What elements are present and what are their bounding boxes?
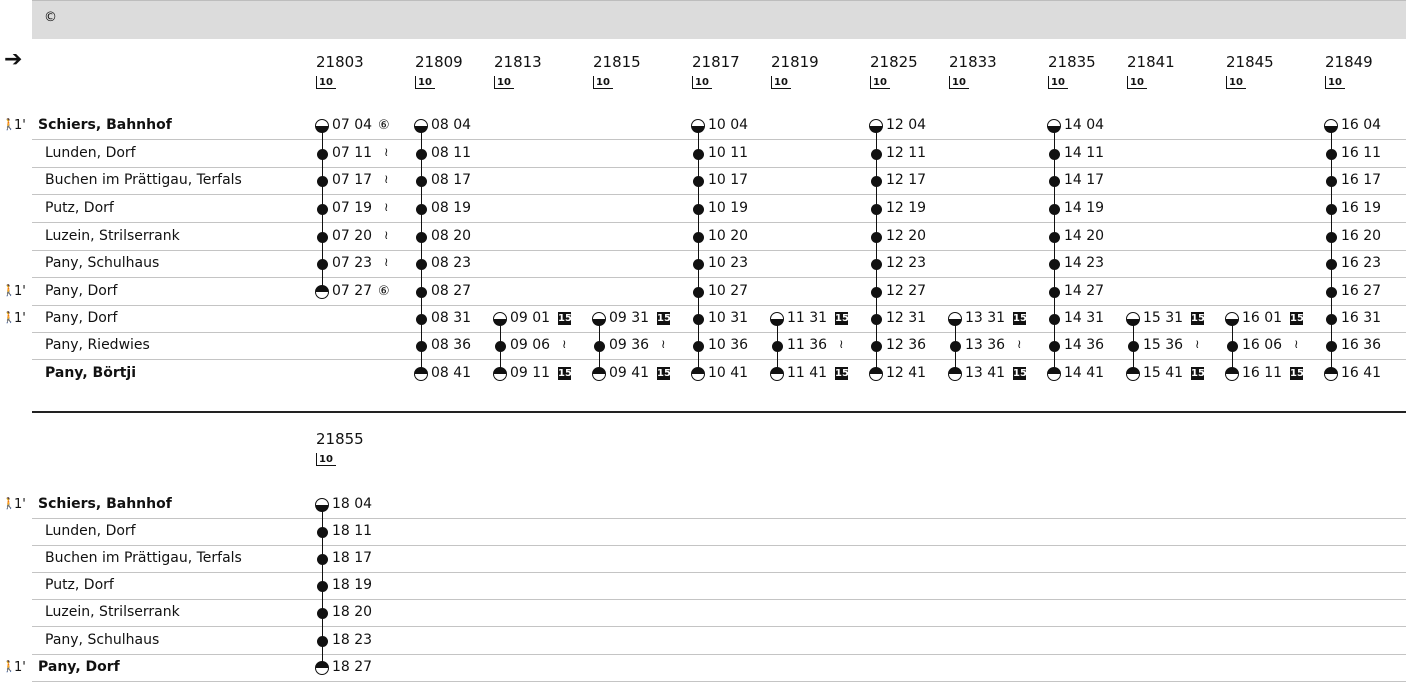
station-name: Luzein, Strilserrank — [45, 228, 180, 244]
stop-marker — [317, 204, 328, 215]
row-divider — [32, 139, 1406, 140]
continuation-mark: ≀ — [1195, 337, 1200, 351]
stop-marker — [1326, 341, 1337, 352]
train-number: 21819 — [771, 53, 819, 71]
departure-time: 14 11 — [1064, 145, 1105, 161]
stop-marker — [1326, 287, 1337, 298]
train-class: 10 — [692, 76, 712, 89]
departure-time: 12 20 — [886, 228, 927, 244]
train-header-21803 — [316, 53, 364, 89]
stop-marker — [950, 341, 961, 352]
station-name: Luzein, Strilserrank — [45, 604, 180, 620]
departure-time: 16 41 — [1341, 365, 1382, 381]
departure-time: 08 19 — [431, 200, 472, 216]
row-divider — [32, 359, 1406, 360]
stop-marker — [871, 287, 882, 298]
stop-marker — [1326, 314, 1337, 325]
departure-time: 12 19 — [886, 200, 927, 216]
departure-time: 16 11 — [1341, 145, 1382, 161]
train-number: 21813 — [494, 53, 542, 71]
train-class: 10 — [870, 76, 890, 89]
departure-time: 14 20 — [1064, 228, 1105, 244]
departure-time: 09 06 — [510, 337, 551, 353]
walk-transfer-icon: 🚶 — [2, 284, 16, 297]
walk-transfer-icon: 🚶 — [2, 497, 16, 510]
departure-marker — [315, 119, 329, 133]
train-header-21841 — [1127, 53, 1175, 89]
train-number: 21835 — [1048, 53, 1096, 71]
stop-marker — [693, 176, 704, 187]
stop-marker — [1049, 232, 1060, 243]
departure-time: 18 23 — [332, 632, 373, 648]
train-class: 10 — [1127, 76, 1147, 89]
station-name: Schiers, Bahnhof — [38, 117, 172, 133]
departure-time: 08 36 — [431, 337, 472, 353]
train-number: 21817 — [692, 53, 740, 71]
departure-time: 12 31 — [886, 310, 927, 326]
departure-time: 10 04 — [708, 117, 749, 133]
header-bar — [32, 0, 1406, 39]
departure-time: 12 17 — [886, 172, 927, 188]
stop-marker — [693, 314, 704, 325]
train-class: 10 — [1226, 76, 1246, 89]
row-divider — [32, 194, 1406, 195]
departure-time: 12 27 — [886, 283, 927, 299]
stop-marker — [1049, 314, 1060, 325]
departure-time: 08 17 — [431, 172, 472, 188]
train-class: 10 — [316, 76, 336, 89]
stop-marker — [317, 636, 328, 647]
train-header-21835 — [1048, 53, 1096, 89]
arrival-marker — [1225, 367, 1239, 381]
departure-time: 14 36 — [1064, 337, 1105, 353]
row-divider — [32, 654, 1406, 655]
departure-time: 16 04 — [1341, 117, 1382, 133]
departure-time: 08 27 — [431, 283, 472, 299]
departure-time: 14 31 — [1064, 310, 1105, 326]
stop-marker — [1326, 176, 1337, 187]
station-name: Buchen im Prättigau, Terfals — [45, 550, 242, 566]
arrival-marker — [869, 367, 883, 381]
route-line — [698, 126, 699, 374]
service-note-15: 15 — [657, 368, 671, 379]
arrival-marker — [493, 367, 507, 381]
stop-marker — [317, 232, 328, 243]
route-line — [1054, 126, 1055, 374]
train-number: 21833 — [949, 53, 997, 71]
arrival-marker — [414, 367, 428, 381]
stop-marker — [871, 149, 882, 160]
walk-time: 1' — [14, 284, 26, 299]
row-divider — [32, 305, 1406, 306]
train-number: 21845 — [1226, 53, 1274, 71]
station-name: Lunden, Dorf — [45, 523, 136, 539]
stop-marker — [317, 527, 328, 538]
stop-marker — [416, 149, 427, 160]
stop-marker — [317, 259, 328, 270]
departure-time: 10 27 — [708, 283, 749, 299]
stop-marker — [317, 608, 328, 619]
row-divider — [32, 250, 1406, 251]
departure-marker — [948, 312, 962, 326]
departure-time: 09 01 — [510, 310, 551, 326]
departure-marker — [869, 119, 883, 133]
departure-time: 10 41 — [708, 365, 749, 381]
train-header-21813 — [494, 53, 542, 89]
departure-marker — [1324, 119, 1338, 133]
departure-time: 15 36 — [1143, 337, 1184, 353]
arrival-marker — [315, 661, 329, 675]
continuation-mark: ≀ — [1017, 337, 1022, 351]
departure-marker — [414, 119, 428, 133]
train-header-21833 — [949, 53, 997, 89]
continuation-mark: ≀ — [384, 200, 389, 214]
departure-marker — [691, 119, 705, 133]
departure-time: 09 11 — [510, 365, 551, 381]
stop-marker — [871, 314, 882, 325]
row-divider — [32, 545, 1406, 546]
service-note-15: 15 — [835, 313, 849, 324]
stop-marker — [871, 232, 882, 243]
train-number: 21841 — [1127, 53, 1175, 71]
departure-marker — [592, 312, 606, 326]
continuation-mark: ≀ — [384, 145, 389, 159]
arrival-marker — [592, 367, 606, 381]
departure-time: 16 27 — [1341, 283, 1382, 299]
departure-time: 11 41 — [787, 365, 828, 381]
arrival-marker — [1047, 367, 1061, 381]
departure-time: 10 19 — [708, 200, 749, 216]
departure-time: 16 36 — [1341, 337, 1382, 353]
departure-marker — [315, 498, 329, 512]
departure-time: 16 17 — [1341, 172, 1382, 188]
arrival-marker — [315, 285, 329, 299]
station-name: Lunden, Dorf — [45, 145, 136, 161]
departure-time: 10 20 — [708, 228, 749, 244]
row-divider — [32, 599, 1406, 600]
departure-time: 14 27 — [1064, 283, 1105, 299]
departure-time: 14 19 — [1064, 200, 1105, 216]
row-divider — [32, 518, 1406, 519]
arrival-marker — [1126, 367, 1140, 381]
stop-marker — [416, 314, 427, 325]
arrival-marker — [770, 367, 784, 381]
departure-time: 16 11 — [1242, 365, 1283, 381]
continuation-mark: ≀ — [562, 337, 567, 351]
departure-time: 12 36 — [886, 337, 927, 353]
departure-time: 09 31 — [609, 310, 650, 326]
departure-time: 07 20 — [332, 228, 373, 244]
arrival-marker — [948, 367, 962, 381]
train-class: 10 — [1325, 76, 1345, 89]
service-note-15: 15 — [1013, 313, 1027, 324]
train-header-21855 — [316, 430, 364, 466]
departure-time: 07 23 — [332, 255, 373, 271]
departure-time: 11 31 — [787, 310, 828, 326]
train-number: 21849 — [1325, 53, 1373, 71]
walk-transfer-icon: 🚶 — [2, 118, 16, 131]
stop-marker — [317, 554, 328, 565]
station-name: Putz, Dorf — [45, 577, 114, 593]
stop-marker — [1326, 259, 1337, 270]
departure-time: 10 17 — [708, 172, 749, 188]
train-number: 21809 — [415, 53, 463, 71]
stop-marker — [1049, 341, 1060, 352]
stop-marker — [1049, 287, 1060, 298]
day-restriction-note: ⑥ — [378, 118, 390, 133]
walk-time: 1' — [14, 660, 26, 675]
train-class: 10 — [316, 453, 336, 466]
departure-time: 13 31 — [965, 310, 1006, 326]
departure-time: 18 04 — [332, 496, 373, 512]
departure-time: 10 11 — [708, 145, 749, 161]
departure-marker — [1225, 312, 1239, 326]
walk-time: 1' — [14, 118, 26, 133]
row-divider — [32, 277, 1406, 278]
stop-marker — [1227, 341, 1238, 352]
station-name: Pany, Schulhaus — [45, 632, 160, 648]
departure-time: 13 36 — [965, 337, 1006, 353]
train-header-21845 — [1226, 53, 1274, 89]
route-line — [421, 126, 422, 374]
train-class: 10 — [593, 76, 613, 89]
row-divider — [32, 332, 1406, 333]
service-note-15: 15 — [1290, 313, 1304, 324]
departure-time: 18 27 — [332, 659, 373, 675]
train-header-21809 — [415, 53, 463, 89]
stop-marker — [693, 232, 704, 243]
train-number: 21803 — [316, 53, 364, 71]
departure-time: 15 41 — [1143, 365, 1184, 381]
section-divider — [32, 411, 1406, 413]
station-name: Pany, Schulhaus — [45, 255, 160, 271]
train-class: 10 — [1048, 76, 1068, 89]
copyright-symbol: © — [44, 10, 57, 25]
train-class: 10 — [949, 76, 969, 89]
service-note-15: 15 — [657, 313, 671, 324]
service-note-15: 15 — [558, 368, 572, 379]
departure-time: 14 17 — [1064, 172, 1105, 188]
stop-marker — [317, 149, 328, 160]
stop-marker — [1049, 149, 1060, 160]
row-divider — [32, 167, 1406, 168]
stop-marker — [693, 149, 704, 160]
stop-marker — [693, 287, 704, 298]
station-name: Putz, Dorf — [45, 200, 114, 216]
departure-time: 13 41 — [965, 365, 1006, 381]
stop-marker — [772, 341, 783, 352]
stop-marker — [317, 176, 328, 187]
station-name: Pany, Dorf — [45, 310, 118, 326]
departure-time: 09 36 — [609, 337, 650, 353]
stop-marker — [416, 204, 427, 215]
train-class: 10 — [415, 76, 435, 89]
day-restriction-note: ⑥ — [378, 284, 390, 299]
row-divider — [32, 572, 1406, 573]
continuation-mark: ≀ — [1294, 337, 1299, 351]
station-name: Buchen im Prättigau, Terfals — [45, 172, 242, 188]
stop-marker — [1326, 149, 1337, 160]
station-name: Pany, Dorf — [45, 283, 118, 299]
departure-time: 11 36 — [787, 337, 828, 353]
departure-time: 07 11 — [332, 145, 373, 161]
route-line — [876, 126, 877, 374]
train-header-21817 — [692, 53, 740, 89]
departure-time: 16 01 — [1242, 310, 1283, 326]
stop-marker — [416, 341, 427, 352]
stop-marker — [416, 259, 427, 270]
station-name: Pany, Dorf — [38, 659, 120, 675]
departure-time: 08 23 — [431, 255, 472, 271]
stop-marker — [416, 287, 427, 298]
stop-marker — [871, 176, 882, 187]
station-name: Schiers, Bahnhof — [38, 496, 172, 512]
departure-time: 16 31 — [1341, 310, 1382, 326]
service-note-15: 15 — [558, 313, 572, 324]
departure-time: 15 31 — [1143, 310, 1184, 326]
stop-marker — [416, 232, 427, 243]
departure-time: 12 23 — [886, 255, 927, 271]
departure-marker — [1047, 119, 1061, 133]
train-header-21825 — [870, 53, 918, 89]
train-number: 21815 — [593, 53, 641, 71]
continuation-mark: ≀ — [384, 255, 389, 269]
service-note-15: 15 — [1191, 368, 1205, 379]
row-divider — [32, 626, 1406, 627]
departure-time: 07 04 — [332, 117, 373, 133]
departure-time: 12 41 — [886, 365, 927, 381]
departure-time: 16 19 — [1341, 200, 1382, 216]
stop-marker — [495, 341, 506, 352]
departure-time: 14 23 — [1064, 255, 1105, 271]
stop-marker — [693, 341, 704, 352]
arrival-marker — [1324, 367, 1338, 381]
departure-time: 07 27 — [332, 283, 373, 299]
stop-marker — [317, 581, 328, 592]
departure-marker — [493, 312, 507, 326]
departure-time: 16 20 — [1341, 228, 1382, 244]
row-divider — [32, 222, 1406, 223]
departure-time: 16 23 — [1341, 255, 1382, 271]
departure-time: 18 11 — [332, 523, 373, 539]
departure-time: 18 20 — [332, 604, 373, 620]
train-header-21815 — [593, 53, 641, 89]
departure-marker — [1126, 312, 1140, 326]
departure-time: 08 20 — [431, 228, 472, 244]
departure-time: 18 17 — [332, 550, 373, 566]
stop-marker — [1326, 232, 1337, 243]
train-class: 10 — [771, 76, 791, 89]
direction-arrow-icon: ➔ — [4, 47, 23, 72]
service-note-15: 15 — [1013, 368, 1027, 379]
departure-time: 10 31 — [708, 310, 749, 326]
service-note-15: 15 — [1290, 368, 1304, 379]
departure-marker — [770, 312, 784, 326]
stop-marker — [871, 259, 882, 270]
departure-time: 08 04 — [431, 117, 472, 133]
continuation-mark: ≀ — [839, 337, 844, 351]
train-class: 10 — [494, 76, 514, 89]
departure-time: 09 41 — [609, 365, 650, 381]
walk-transfer-icon: 🚶 — [2, 311, 16, 324]
continuation-mark: ≀ — [384, 172, 389, 186]
service-note-15: 15 — [1191, 313, 1205, 324]
route-line — [1331, 126, 1332, 374]
departure-time: 18 19 — [332, 577, 373, 593]
service-note-15: 15 — [835, 368, 849, 379]
station-name: Pany, Börtji — [45, 365, 137, 381]
train-number: 21825 — [870, 53, 918, 71]
walk-time: 1' — [14, 311, 26, 326]
departure-time: 14 04 — [1064, 117, 1105, 133]
departure-time: 12 11 — [886, 145, 927, 161]
departure-time: 08 11 — [431, 145, 472, 161]
departure-time: 07 19 — [332, 200, 373, 216]
train-number: 21855 — [316, 430, 364, 448]
stop-marker — [1049, 204, 1060, 215]
departure-time: 10 36 — [708, 337, 749, 353]
station-name: Pany, Riedwies — [45, 337, 150, 353]
stop-marker — [1326, 204, 1337, 215]
continuation-mark: ≀ — [661, 337, 666, 351]
departure-time: 10 23 — [708, 255, 749, 271]
departure-time: 14 41 — [1064, 365, 1105, 381]
walk-transfer-icon: 🚶 — [2, 660, 16, 673]
train-header-21819 — [771, 53, 819, 89]
stop-marker — [871, 341, 882, 352]
stop-marker — [1049, 176, 1060, 187]
continuation-mark: ≀ — [384, 228, 389, 242]
stop-marker — [416, 176, 427, 187]
departure-time: 08 31 — [431, 310, 472, 326]
stop-marker — [693, 259, 704, 270]
train-header-21849 — [1325, 53, 1373, 89]
stop-marker — [1049, 259, 1060, 270]
departure-time: 16 06 — [1242, 337, 1283, 353]
walk-time: 1' — [14, 497, 26, 512]
departure-time: 12 04 — [886, 117, 927, 133]
stop-marker — [1128, 341, 1139, 352]
arrival-marker — [691, 367, 705, 381]
departure-time: 07 17 — [332, 172, 373, 188]
stop-marker — [871, 204, 882, 215]
stop-marker — [594, 341, 605, 352]
departure-time: 08 41 — [431, 365, 472, 381]
stop-marker — [693, 204, 704, 215]
